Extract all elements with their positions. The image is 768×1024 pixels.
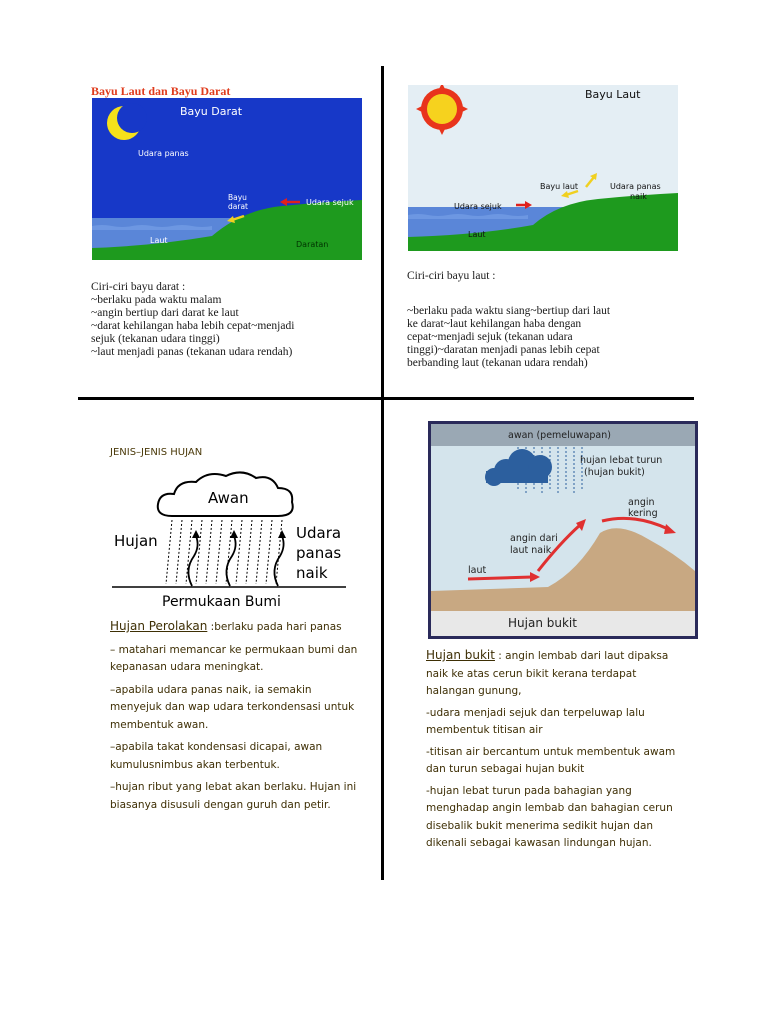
label-hujan-lebat: hujan lebat turun <box>580 455 663 466</box>
label-udara-sejuk: Udara sejuk <box>454 202 502 211</box>
text-paragraph: -hujan lebat turun pada bahagian yang menghadap angin lembab dan bahagian cerun disebalik bukit menerima sedikit hujan dan dikenali sebagai kawasan lindungan hujan. <box>426 784 673 849</box>
term-hujan-bukit: Hujan bukit <box>426 648 495 662</box>
text-paragraph: -udara menjadi sejuk dan terpeluwap lalu membentuk titisan air <box>426 706 645 736</box>
label-udara-panas: Udara panas <box>138 149 189 158</box>
label-panas: panas <box>296 544 342 562</box>
definition-text: :berlaku pada hari panas <box>207 621 342 633</box>
diagram-title: Bayu Darat <box>180 105 243 118</box>
label-permukaan-bumi: Permukaan Bumi <box>162 594 281 610</box>
label-udara: Udara <box>296 524 342 542</box>
vertical-divider <box>381 66 384 880</box>
hujan-bukit-text <box>426 647 676 857</box>
hujan-perolakan-text <box>110 618 360 819</box>
section-heading-bayu: Bayu Laut dan Bayu Darat <box>91 84 231 98</box>
label-bayu-darat-1: Bayu <box>228 193 247 202</box>
text-line: ~angin bertiup dari darat ke laut <box>91 307 239 319</box>
text-line: ~darat kehilangan haba lebih cepat~menjadi <box>91 320 295 332</box>
label-laut-naik: laut naik <box>510 545 552 556</box>
diagram-title: Bayu Laut <box>585 88 641 101</box>
text-line: Ciri-ciri bayu darat : <box>91 281 186 293</box>
label-bayu-darat-2: darat <box>228 202 248 211</box>
text-line: ke darat~laut kehilangan haba dengan <box>407 318 582 330</box>
bayu-laut-text <box>407 305 687 370</box>
label-udara-panas-1: Udara panas <box>610 182 661 191</box>
section-heading-jenis-hujan: JENIS–JENIS HUJAN <box>110 447 203 458</box>
hujan-bukit-diagram <box>428 421 698 639</box>
text-line: sejuk (tekanan udara tinggi) <box>91 333 220 345</box>
label-angin-dari: angin dari <box>510 533 558 544</box>
text-line: ~berlaku pada waktu siang~bertiup dari laut <box>407 305 611 317</box>
text-paragraph: -titisan air bercantum untuk membentuk awam dan turun sebagai hujan bukit <box>426 745 676 775</box>
text-line: tinggi)~daratan menjadi panas lebih cepat <box>407 344 600 356</box>
label-udara-sejuk: Udara sejuk <box>306 198 354 207</box>
definition-paragraph <box>110 618 360 637</box>
text-line: cepat~menjadi sejuk (tekanan udara <box>407 331 573 343</box>
text-line: berbanding laut (tekanan udara rendah) <box>407 357 588 369</box>
label-laut: laut <box>468 565 487 576</box>
label-udara-panas-2: naik <box>630 192 647 201</box>
label-awan: awan (pemeluwapan) <box>508 430 611 441</box>
label-hujan: Hujan <box>114 532 158 550</box>
label-bayu-laut: Bayu laut <box>540 182 579 191</box>
text-paragraph: –apabila udara panas naik, ia semakin menyejuk dan wap udara terkondensasi untuk membentuk awan. <box>110 683 355 731</box>
label-hujan-bukit: (hujan bukit) <box>584 467 645 478</box>
bayu-laut-diagram <box>408 85 678 251</box>
text-line: ~berlaku pada waktu malam <box>91 294 222 306</box>
text-paragraph: – matahari memancar ke permukaan bumi dan kepanasan udara meningkat. <box>110 643 358 673</box>
term-hujan-perolakan: Hujan Perolakan <box>110 619 208 633</box>
text-line: ~laut menjadi panas (tekanan udara rendah) <box>91 346 293 358</box>
diagram-caption: Hujan bukit <box>508 616 577 630</box>
label-laut: Laut <box>468 230 486 239</box>
hujan-perolakan-diagram <box>112 466 346 610</box>
label-kering: kering <box>628 508 658 519</box>
label-daratan: Daratan <box>296 240 329 249</box>
bayu-darat-text <box>91 281 371 359</box>
bayu-darat-diagram <box>92 98 362 260</box>
definition-text: : angin lembab dari laut dipaksa naik ke atas cerun bikit kerana terdapat halangan gunung, <box>426 650 669 697</box>
horizontal-divider <box>78 397 694 400</box>
label-angin: angin <box>628 497 655 508</box>
label-awan: Awan <box>208 489 249 507</box>
text-paragraph: –hujan ribut yang lebat akan berlaku. Hujan ini biasanya disusuli dengan guruh dan petir. <box>110 781 357 811</box>
label-naik: naik <box>296 564 328 582</box>
definition-paragraph <box>426 647 676 701</box>
bayu-laut-title: Ciri-ciri bayu laut : <box>407 270 496 282</box>
label-laut: Laut <box>150 236 168 245</box>
text-paragraph: –apabila takat kondensasi dicapai, awan kumulusnimbus akan terbentuk. <box>110 741 323 771</box>
